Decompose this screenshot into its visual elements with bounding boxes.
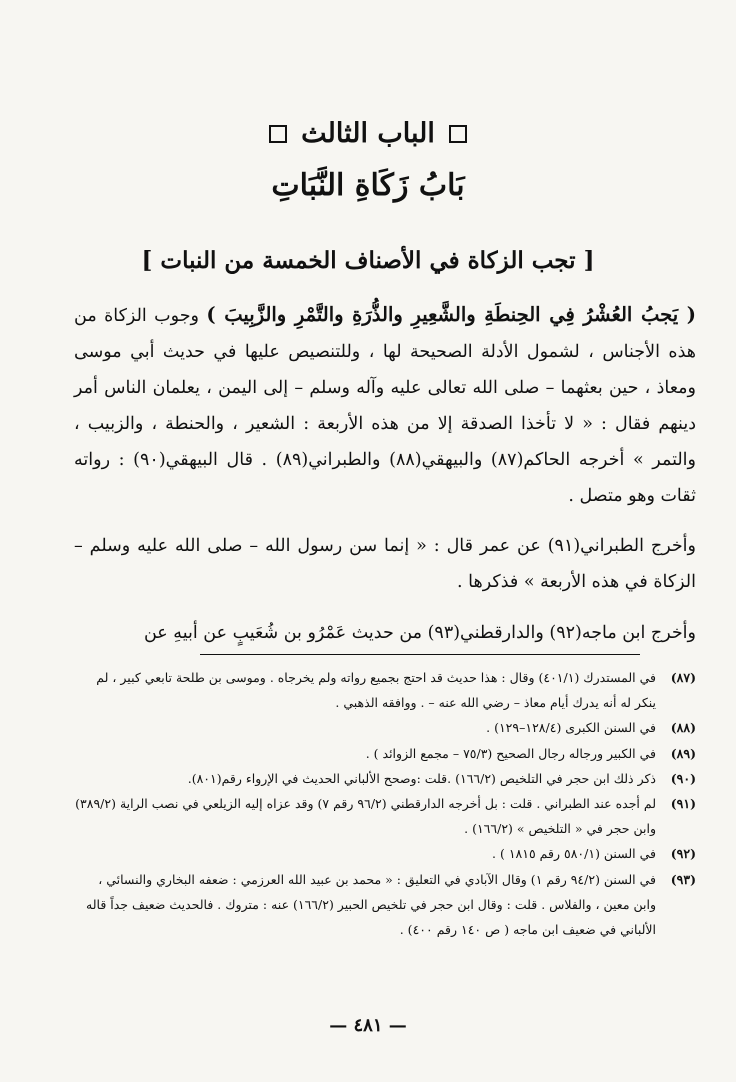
footnote-number: (٩١) [670,796,696,812]
footnote-number: (٩٣) [670,871,696,887]
footnote-text: في السنن (٩٤/٢ رقم ١) وقال الآبادي في التعليق : « محمد بن عبيد الله العرزمي : ضعفه البخاري والنسائي ، وابن معين ، والفلاس . قلت : وقال ابن حجر في تلخيص الحبير (١٦٦/٢) عنه : متروك . فالحديث ضعيف جداً قاله الألباني في ضعيف ابن ماجه ( ص ١٤٠ رقم ٤٠٠) . [86,871,656,938]
square-ornament-icon [449,125,467,143]
footnote [74,791,696,841]
footnote-text: في الكبير ورجاله رجال الصحيح (٧٥/٣ – مجمع الزوائد ) . [365,745,656,761]
footnote-text: ذكر ذلك ابن حجر في التلخيص (١٦٦/٢) .قلت :وصحح الألباني الحديث في الإرواء رقم(٨٠١). [187,770,656,786]
footnote-number: (٩٠) [670,770,696,786]
topic-heading: [ تجب الزكاة في الأصناف الخمسة من النبات ] [141,247,595,274]
footnote-number: (٩٢) [670,846,696,862]
footnote-text: في المستدرك (٤٠١/١) وقال : هذا حديث قد احتج بجميع رواته ولم يخرجاه . وموسى بن طلحة تابعي كبير ، لم ينكر له أنه يدرك أيام معاذ – رضي الله عنه – . ووافقه الذهبي . [96,670,656,711]
footnote-text: في السنن (٥٨٠/١ رقم ١٨١٥ ) . [492,846,656,862]
paragraph-1-lead: ( يَجبُ العُشْرُ فِي الحِنطَةِ والشَّعِيرِ والذُّرَةِ والتَّمْرِ والزَّبِيبَ ) [206,303,696,326]
footnote [74,867,696,943]
footnote-text: لم أجده عند الطبراني . قلت : بل أخرجه الدارقطني (٩٦/٢ رقم ٧) وقد عزاه إليه الزيلعي في نصب الراية (٣٨٩/٢) وابن حجر في « التلخيص » (١٦٦/٢) . [75,796,656,837]
paragraph-2: وأخرج الطبراني(٩١) عن عمر قال : « إنما سن رسول الله – صلى الله عليه وسلم – الزكاة في هذه الأربعة » فذكرها . [74,536,696,592]
footnote-number: (٨٧) [670,670,696,685]
footnote [74,741,696,766]
footnote-text: في السنن الكبرى (١٢٨/٤–١٢٩) . [486,720,656,736]
footnote [74,841,696,866]
footnote-number: (٨٩) [670,745,696,761]
footnote [74,715,696,740]
chapter-title: الباب الثالث [301,118,435,149]
footnote-number: (٨٨) [670,720,696,736]
paragraph-3: وأخرج ابن ماجه(٩٢) والدارقطني(٩٣) من حديث عَمْرُو بن شُعَيبٍ عن أبيهِ عن [143,623,696,643]
page-number: — ٤٨١ — [329,1015,407,1036]
footnote-separator [200,654,640,655]
footnote [74,665,696,715]
footnote [74,766,696,791]
paragraph-1 [74,297,696,514]
chapter-title-row [0,118,736,149]
paragraph-1-text: وجوب الزكاة من هذه الأجناس ، لشمول الأدلة الصحيحة لها ، وللتنصيص عليها في حديث أبي موسى ومعاذ ، حين بعثهما – صلى الله تعالى عليه وآله وسلم – إلى اليمن ، يعلمان الناس أمر دينهم فقال : « لا تأخذا الصدقة إلا من هذه الأربعة : الشعير ، والحنطة ، والزبيب ، والتمر » أخرجه الحاكم(٨٧) والبيهقي(٨٨) والطبراني(٨٩) . قال البيهقي(٩٠) : رواته ثقات وهو متصل . [74,306,696,506]
square-ornament-icon [269,125,287,143]
footnotes [74,665,696,942]
section-title: بَابُ زَكَاةِ النَّبَاتِ [271,168,465,203]
